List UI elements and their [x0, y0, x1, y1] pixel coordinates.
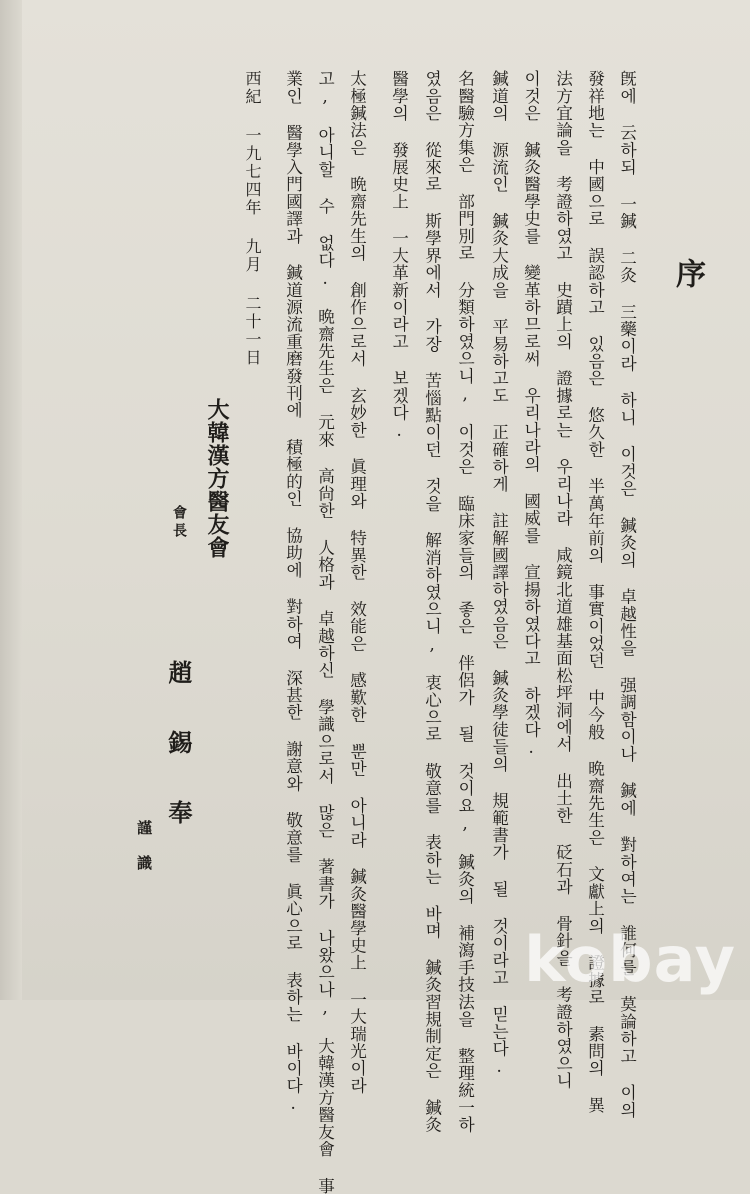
body-line: 名醫驗方集은 部門別로 分類하였으니, 이것은 臨床家들의 좋은 伴侶가 될 것이요, 鍼灸의 補瀉手技法을 整理統一하: [455, 70, 475, 1134]
book-spine-shadow: [0, 0, 22, 1000]
body-line: 太極鍼法은 晩齋先生의 創作으로서 玄妙한 眞理와 特異한 效能은 感歎한 뿐만 아니라 鍼灸醫學史上 一大瑞光이라: [347, 70, 367, 1094]
preface-title: 序: [670, 258, 705, 288]
chair-name: 趙錫奉: [164, 660, 193, 870]
body-line: 고, 아니할 수 없다. 晩齋先生은 元來 高尙한 人格과 卓越하신 學識으로서 많은 著書가 나왔으나, 大韓漢方醫友會 事: [315, 70, 335, 1194]
body-line: 發祥地는 中國으로 誤認하고 있음은 悠久한 半萬年前의 事實이었던 中今般 晩齋先生은 文獻上의 證據로 素問의 異: [585, 70, 605, 1114]
date-line: 西紀 一九七四年 九月 二十一日: [243, 70, 262, 367]
body-line: 이것은 鍼灸醫學史를 變革하므로써 우리나라의 國威를 宣揚하였다고 하겠다.: [521, 70, 541, 758]
body-line: 業인 醫學入門國譯과 鍼道源流重磨發刊에 積極的인 協助에 對하여 深甚한 謝意와 敬意를 眞心으로 表하는 바이다.: [283, 70, 303, 1114]
organization-name: 大韓漢方醫友會: [204, 398, 230, 559]
body-line: 旣에 云하되 一鍼 二灸 三藥이라 하니 이것은 鍼灸의 卓越性을 强調함이나 鍼에 對하여는 誰何를 莫論하고 이의: [617, 70, 637, 1119]
body-line: 鍼道의 源流인 鍼灸大成을 平易하고도 正確하게 註解國譯하였음은 鍼灸學徒들의 規範書가 될 것이라고 믿는다.: [489, 70, 509, 1077]
watermark-logo: kobay: [524, 923, 736, 996]
body-line: 法方宜論을 考證하였고 史蹟上의 證據로는 우리나라 咸鏡北道雄基面松坪洞에서 出土한 砭石과 骨針을 考證하였으니: [553, 70, 573, 1090]
respectfully-written: 謹識: [135, 820, 153, 890]
chair-label: 會長: [171, 505, 187, 541]
body-line: 醫學의 發展史上 一大革新이라고 보겠다.: [389, 70, 409, 441]
body-line: 였음은 從來로 斯學界에서 가장 苦惱點이던 것을 解消하였으니, 衷心으로 敬意를 表하는 바며 鍼灸習規制定은 鍼灸: [422, 70, 442, 1134]
